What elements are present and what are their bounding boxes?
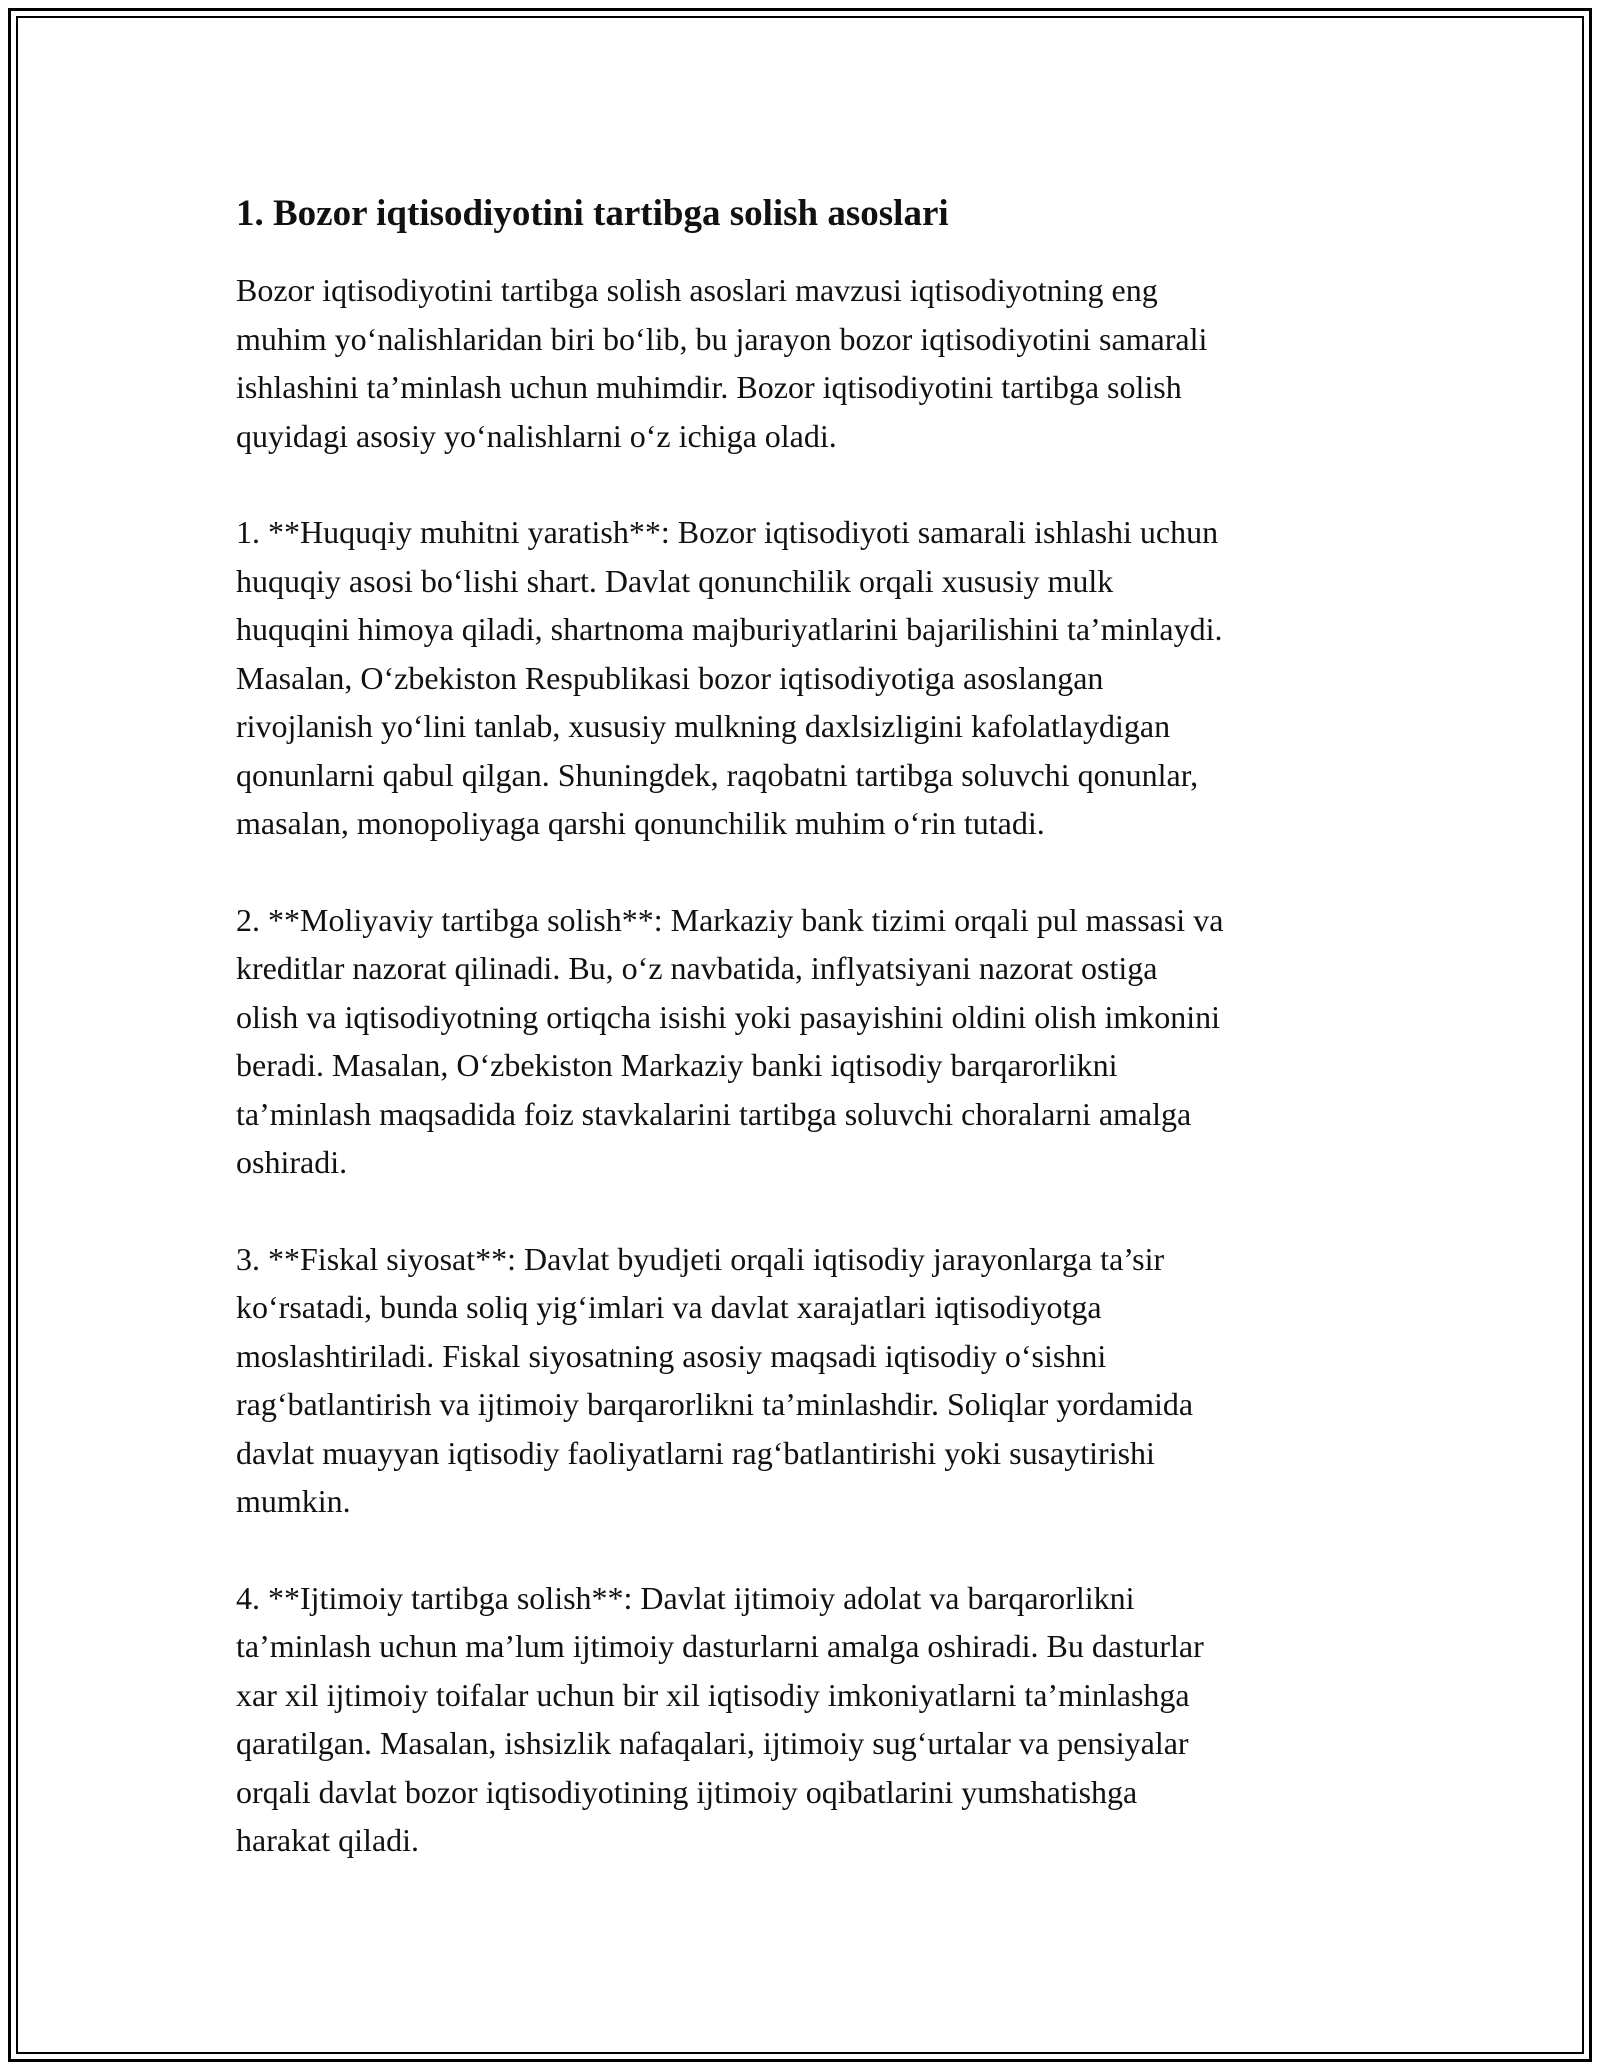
paragraph-fiscal-policy: 3. **Fiskal siyosat**: Davlat byudjeti orqali iqtisodiy jarayonlarga ta’sir ko‘rsatadi, bunda soliq yig‘imlari va davlat xarajatlari iqtisodiyotga moslashtiriladi. Fiskal siyosatning asosiy maqsadi iqtisodiy o‘sishni rag‘batlantirish va ijtimoiy barqarorlikni ta’minlashdir. Soliqlar yordamida davlat muayyan iqtisodiy faoliyatlarni rag‘batlantirishi yoki susaytirishi mumkin. xyxy=(236,1240,1194,1519)
section-heading: 1. Bozor iqtisodiyotini tartibga solish asoslari xyxy=(236,193,949,234)
paragraph-financial-regulation: 2. **Moliyaviy tartibga solish**: Markaziy bank tizimi orqali pul massasi va kreditlar nazorat qilinadi. Bu, o‘z navbatida, inflyatsiyani nazorat ostiga olish va iqtisodiyotning ortiqcha isishi yoki pasayishini oldini olish imkonini beradi. Masalan, O‘zbekiston Markaziy banki iqtisodiy barqarorlikni ta’minlash maqsadida foiz stavkalarini tartibga soluvchi choralarni amalga oshiradi. xyxy=(236,901,1224,1180)
paragraph-legal-environment: 1. **Huquqiy muhitni yaratish**: Bozor iqtisodiyoti samarali ishlashi uchun huquqiy asosi bo‘lishi shart. Davlat qonunchilik orqali xususiy mulk huquqini himoya qiladi, shartnoma majburiyatlarini bajarilishini ta’minlaydi. Masalan, O‘zbekiston Respublikasi bozor iqtisodiyotiga asoslangan rivojlanish yo‘lini tanlab, xususiy mulkning daxlsizligini kafolatlaydigan qonunlarni qabul qilgan. Shuningdek, raqobatni tartibga soluvchi qonunlar, masalan, monopoliyaga qarshi qonunchilik muhim o‘rin tutadi. xyxy=(236,514,1223,841)
intro-paragraph: Bozor iqtisodiyotini tartibga solish asoslari mavzusi iqtisodiyotning eng muhim yo‘nalishlaridan biri bo‘lib, bu jarayon bozor iqtisodiyotini samarali ishlashini ta’minlash uchun muhimdir. Bozor iqtisodiyotini tartibga solish quyidagi asosiy yo‘nalishlarni o‘z ichiga oladi. xyxy=(236,272,1208,454)
document-body xyxy=(236,190,1376,1913)
paragraph-social-regulation: 4. **Ijtimoiy tartibga solish**: Davlat ijtimoiy adolat va barqarorlikni ta’minlash uchun ma’lum ijtimoiy dasturlarni amalga oshiradi. Bu dasturlar xar xil ijtimoiy toifalar uchun bir xil iqtisodiy imkoniyatlarni ta’minlashga qaratilgan. Masalan, ishsizlik nafaqalari, ijtimoiy sug‘urtalar va pensiyalar orqali davlat bozor iqtisodiyotining ijtimoiy oqibatlarini yumshatishga harakat qiladi. xyxy=(236,1579,1204,1858)
